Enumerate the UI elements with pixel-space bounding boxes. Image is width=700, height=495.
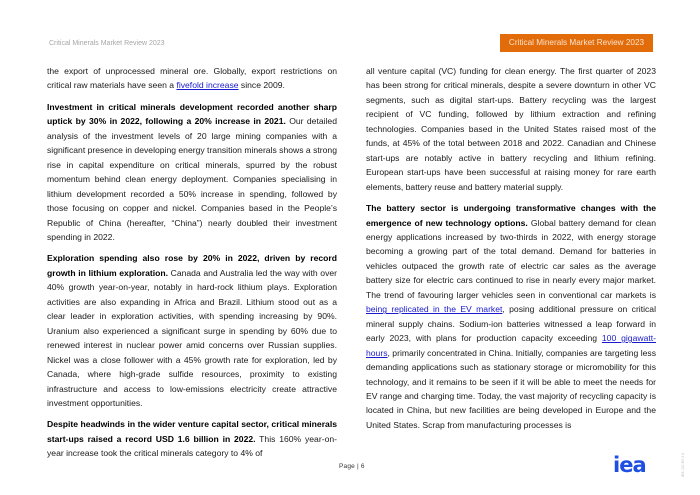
paragraph-text: , primarily concentrated in China. Initially, companies are targeting less demanding applications such as stationary storage or micromobility for this technology, and it remains to be seen if it will be able to meet the needs for EV range and charging time. Today, the vast majority of recycling capacity is located in China, but new facilities are being developed in Europe and the United States. Scrap from manufacturing processes is xyxy=(366,347,656,430)
paragraph-investment xyxy=(47,100,337,245)
paragraph-lead-bold: The battery sector is undergoing transformative changes with the emergence of new technology options. xyxy=(366,203,656,228)
paragraph-battery-sector xyxy=(366,201,656,432)
paragraph-text: Our detailed analysis of the investment levels of 20 large mining companies with a significant presence in developing energy transition minerals shows a strong rise in capital expenditure on critical minerals, spurred by the robust momentum behind clean energy deployment. Companies specialising in lithium development recorded a 50% increase in spending, followed by those focusing on copper and nickel. Companies based in the People’s Republic of China (hereafter, “China”) nearly doubled their investment spending in 2022. xyxy=(47,116,337,242)
page-number: Page | 6 xyxy=(339,463,365,470)
paragraph-lead-bold: Exploration spending also rose by 20% in 2022, driven by record growth in lithium exploration. xyxy=(47,253,337,278)
paragraph-text: , posing additional pressure on critical mineral supply chains. Sodium-ion batteries witnessed a leap forward in early 2023, with plans for production capacity exceeding xyxy=(366,304,656,344)
paragraph-vc-funding xyxy=(366,64,656,194)
paragraph-text: Canada and Australia led the way with over 40% growth year-on-year, notably in hard-rock lithium plays. Exploration activities are also expanding in Africa and Brazil. Lithium stood out as a clear leader in exploration activities, with spending increasing by 90%. Uranium also experienced a significant surge in spending by 60% due to renewed interest in nuclear power amid concerns over Russian supplies. Nickel was a close follower with a 45% growth rate for exploration, led by Canada, where high-grade sulfide resources, proximity to existing infrastructure and access to low-emissions electricity create attractive investment opportunities. xyxy=(47,267,338,408)
paragraph-venture-capital xyxy=(47,417,337,460)
fivefold-increase-link[interactable]: fivefold increase xyxy=(176,80,239,91)
paragraph-lead-bold: Investment in critical minerals development recorded another sharp uptick by 30% in 2022, following a 20% increase in 2021. xyxy=(47,101,337,127)
running-header-title: Critical Minerals Market Review 2023 xyxy=(49,40,165,47)
iea-logo-icon: iea xyxy=(613,453,646,477)
paragraph-text: all venture capital (VC) funding for clean energy. The first quarter of 2023 has been strong for critical minerals, despite a severe downturn in other VC segments, such as digital start-ups. Battery recycling was the largest recipient of VC funding, followed by lithium extraction and refining technologies. Companies based in the United States raised most of the funds, at 45% of the total between 2018 and 2022. Canadian and Chinese start-ups are notably active in battery recycling and lithium refining. European start-ups have been successful at raising money for rare earth elements, battery reuse and battery material supply. xyxy=(366,66,656,192)
license-notice: IEA. CC BY 4.0. xyxy=(681,452,685,478)
paragraph-export-restrictions xyxy=(47,64,337,93)
paragraph-lead-bold: Despite headwinds in the wider venture capital sector, critical minerals start-ups raised a record USD 1.6 billion in 2022. xyxy=(47,419,337,444)
report-title-badge: Critical Minerals Market Review 2023 xyxy=(500,34,653,52)
paragraph-text: This 160% year-on-year increase took the critical minerals category to 4% of xyxy=(47,433,337,459)
ev-market-link[interactable]: being replicated in the EV market xyxy=(366,304,503,315)
left-column xyxy=(47,64,337,468)
right-column xyxy=(366,64,656,439)
paragraph-exploration xyxy=(47,251,337,410)
paragraph-text: since 2009. xyxy=(238,80,285,91)
paragraph-text: Global battery demand for clean energy applications increased by two-thirds in 2022, with energy storage becoming a growing part of the total demand. Demand for batteries in vehicles outpaced the growth rate of electric car sales as the average battery size for electric cars continued to rise in nearly every major market. The trend of favouring larger vehicles seen in conventional car markets is xyxy=(366,217,656,300)
gigawatt-hours-link[interactable]: 100 gigawatt-hours xyxy=(366,333,656,358)
paragraph-text: the export of unprocessed mineral ore. Globally, export restrictions on critical raw materials have seen a xyxy=(47,66,337,91)
